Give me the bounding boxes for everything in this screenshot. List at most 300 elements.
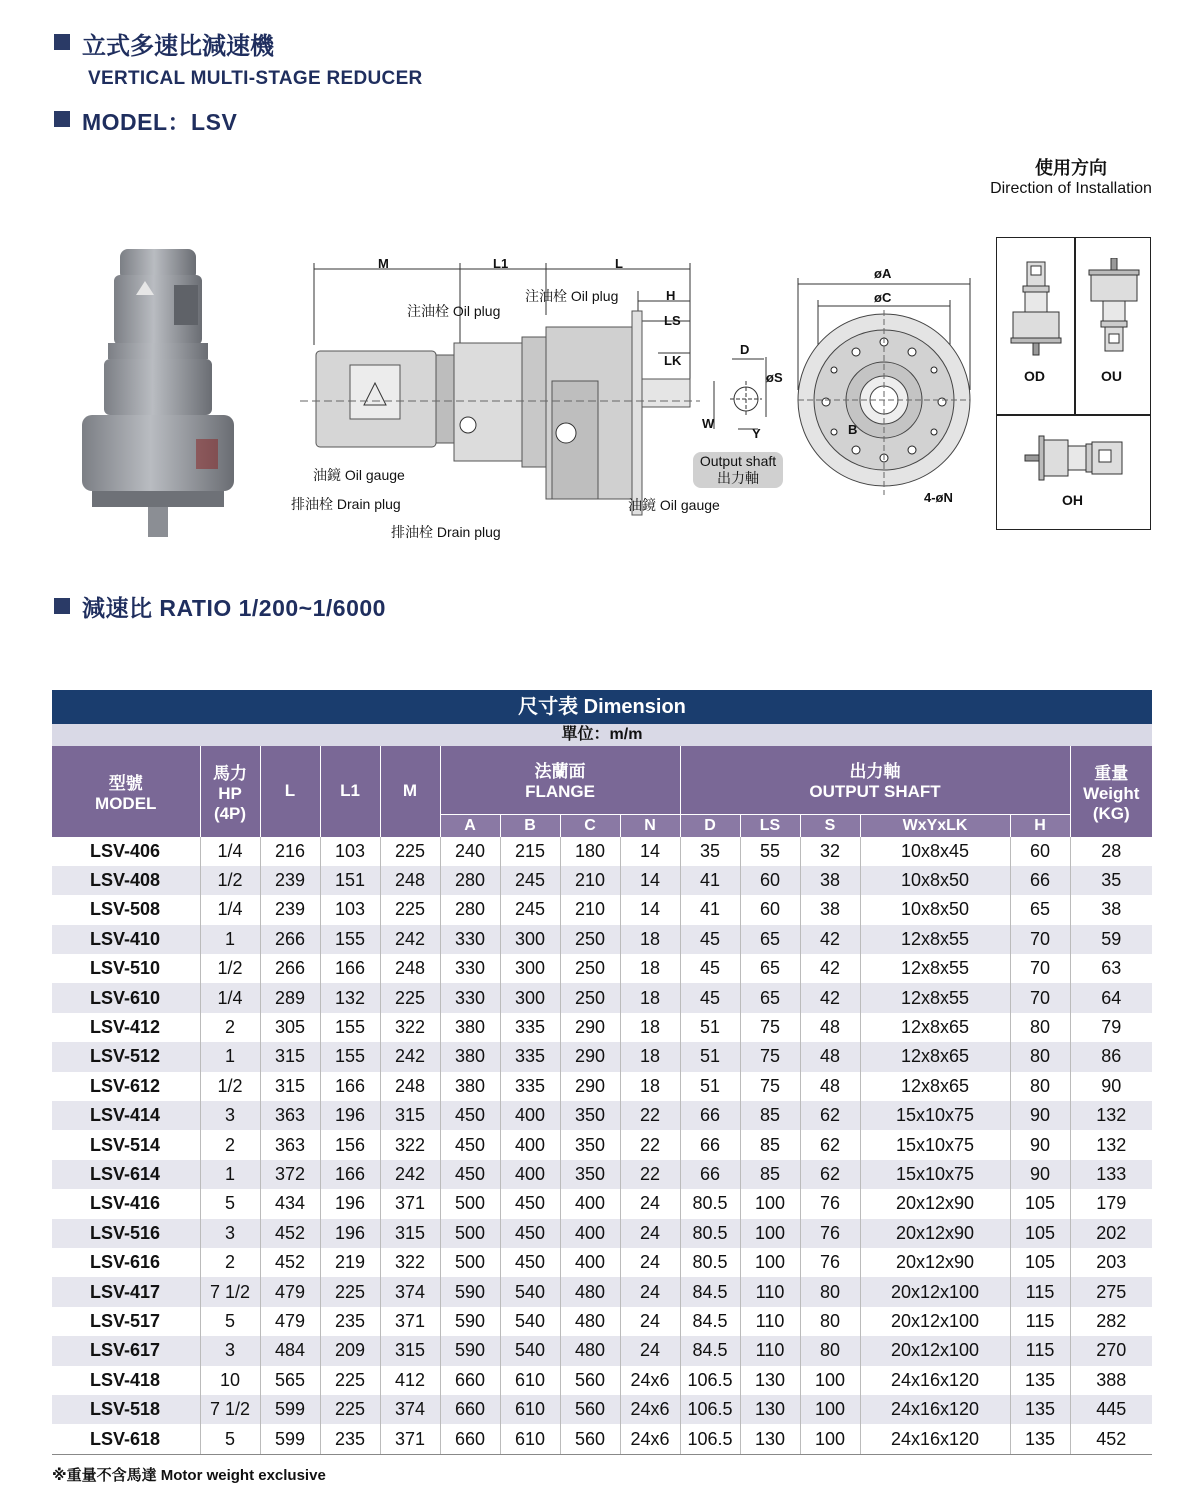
table-cell: 315 xyxy=(380,1219,440,1248)
table-cell: 216 xyxy=(260,837,320,866)
header-hp-4p: (4P) xyxy=(213,803,247,823)
table-cell: 242 xyxy=(380,1160,440,1189)
oil-gauge-label-1: 油鏡 Oil gauge xyxy=(313,467,405,483)
cell-model: LSV-616 xyxy=(90,1252,161,1273)
table-cell: 300 xyxy=(500,925,560,954)
header-WYLK: WxYxLK xyxy=(860,814,1010,837)
table-cell: 70 xyxy=(1010,925,1070,954)
table-cell: 51 xyxy=(680,1072,740,1101)
table-row xyxy=(52,895,1152,924)
table-cell: 166 xyxy=(320,954,380,983)
table-cell: 100 xyxy=(800,1424,860,1454)
table-cell: 282 xyxy=(1070,1307,1152,1336)
table-cell: 110 xyxy=(740,1307,800,1336)
table-cell: 1/2 xyxy=(200,1072,260,1101)
output-shaft-en: Output shaft xyxy=(699,453,777,469)
table-cell: 480 xyxy=(560,1307,620,1336)
table-cell: 130 xyxy=(740,1395,800,1424)
table-cell: 90 xyxy=(1070,1072,1152,1101)
table-cell: 41 xyxy=(680,895,740,924)
table-row xyxy=(52,866,1152,895)
header-shaft-zh: 出力軸 xyxy=(849,762,901,782)
table-cell: 103 xyxy=(320,837,380,866)
table-cell: 315 xyxy=(380,1101,440,1130)
table-cell: 290 xyxy=(560,1013,620,1042)
table-cell: 80.5 xyxy=(680,1219,740,1248)
cell-model: LSV-417 xyxy=(52,1277,200,1306)
table-cell: 599 xyxy=(260,1395,320,1424)
table-cell: 20x12x90 xyxy=(860,1248,1010,1277)
header-LS: LS xyxy=(740,814,800,837)
flange-front-drawing xyxy=(790,270,980,510)
table-cell: 65 xyxy=(740,983,800,1012)
table-cell: 235 xyxy=(320,1307,380,1336)
cell-model: LSV-612 xyxy=(90,1075,161,1096)
table-cell: 363 xyxy=(260,1130,320,1159)
table-cell: 250 xyxy=(560,954,620,983)
table-cell: 84.5 xyxy=(680,1307,740,1336)
table-cell: 155 xyxy=(320,1042,380,1071)
table-cell: 239 xyxy=(260,895,320,924)
table-cell: 248 xyxy=(380,954,440,983)
cell-model: LSV-510 xyxy=(90,958,161,979)
table-cell: 14 xyxy=(620,895,680,924)
table-cell: 20x12x100 xyxy=(860,1336,1010,1365)
table-cell: 219 xyxy=(320,1248,380,1277)
table-cell: 590 xyxy=(440,1336,500,1365)
oh-label: OH xyxy=(1062,492,1083,508)
table-cell: 388 xyxy=(1070,1366,1152,1395)
table-cell: 10 xyxy=(200,1366,260,1395)
table-cell: 350 xyxy=(560,1101,620,1130)
table-cell: 24x6 xyxy=(620,1366,680,1395)
table-cell: 363 xyxy=(260,1101,320,1130)
table-cell: 280 xyxy=(440,895,500,924)
table-cell: 245 xyxy=(500,866,560,895)
table-cell: 80 xyxy=(1010,1072,1070,1101)
table-cell: 135 xyxy=(1010,1395,1070,1424)
table-cell: 135 xyxy=(1010,1424,1070,1454)
table-cell: 350 xyxy=(560,1160,620,1189)
table-row xyxy=(52,1248,1152,1277)
table-cell: 18 xyxy=(620,1013,680,1042)
table-cell: 242 xyxy=(380,1042,440,1071)
table-cell: 225 xyxy=(380,895,440,924)
header-B: B xyxy=(500,814,560,837)
dim-L1: L1 xyxy=(493,256,509,271)
table-cell: 22 xyxy=(620,1160,680,1189)
table-cell: 248 xyxy=(380,1072,440,1101)
table-cell: 330 xyxy=(440,954,500,983)
table-cell: 180 xyxy=(560,837,620,866)
table-cell: 5 xyxy=(200,1307,260,1336)
table-cell: 42 xyxy=(800,954,860,983)
table-cell: 85 xyxy=(740,1101,800,1130)
table-cell: 322 xyxy=(380,1130,440,1159)
table-cell: 80 xyxy=(1010,1013,1070,1042)
table-cell: 24x16x120 xyxy=(860,1424,1010,1454)
table-cell: 100 xyxy=(740,1189,800,1218)
table-cell: 1/2 xyxy=(200,954,260,983)
dim-N: 4-øN xyxy=(924,490,953,505)
table-cell: 315 xyxy=(260,1042,320,1071)
table-cell: 70 xyxy=(1010,983,1070,1012)
table-cell: 215 xyxy=(500,837,560,866)
table-cell: 100 xyxy=(800,1366,860,1395)
table-cell: 64 xyxy=(1070,983,1152,1012)
table-cell: 590 xyxy=(440,1277,500,1306)
table-cell: 12x8x65 xyxy=(860,1013,1010,1042)
dimension-table xyxy=(52,746,1152,1455)
table-cell: 79 xyxy=(1070,1013,1152,1042)
table-cell: 80.5 xyxy=(680,1189,740,1218)
table-row xyxy=(52,1101,1152,1130)
header-C: C xyxy=(560,814,620,837)
ou-mount-icon xyxy=(1085,258,1143,358)
table-cell: 560 xyxy=(560,1424,620,1454)
table-cell: 12x8x55 xyxy=(860,954,1010,983)
dim-Y: Y xyxy=(752,426,761,441)
table-cell: 110 xyxy=(740,1336,800,1365)
table-cell: 240 xyxy=(440,837,500,866)
direction-title: 使用方向 xyxy=(1035,158,1107,178)
oil-gauge-label-2: 油鏡 Oil gauge xyxy=(628,497,720,513)
table-cell: 270 xyxy=(1070,1336,1152,1365)
table-cell: 335 xyxy=(500,1013,560,1042)
table-cell: 18 xyxy=(620,983,680,1012)
table-cell: 65 xyxy=(740,954,800,983)
table-cell: 500 xyxy=(440,1248,500,1277)
table-cell: 135 xyxy=(1010,1366,1070,1395)
table-cell: 480 xyxy=(560,1277,620,1306)
table-cell: 100 xyxy=(740,1219,800,1248)
cell-model: LSV-516 xyxy=(52,1219,200,1248)
table-row xyxy=(52,983,1152,1012)
table-cell: 66 xyxy=(680,1101,740,1130)
table-cell: 450 xyxy=(440,1130,500,1159)
table-cell: 60 xyxy=(1010,837,1070,866)
header-M: M xyxy=(380,746,440,837)
table-cell: 3 xyxy=(200,1101,260,1130)
table-cell: 18 xyxy=(620,1072,680,1101)
table-cell: 400 xyxy=(500,1130,560,1159)
table-cell: 266 xyxy=(260,954,320,983)
dim-W: W xyxy=(702,416,715,431)
table-cell: 45 xyxy=(680,983,740,1012)
title-bullet xyxy=(54,34,70,50)
table-cell: 500 xyxy=(440,1189,500,1218)
cell-model: LSV-518 xyxy=(52,1395,200,1424)
table-cell: 289 xyxy=(260,983,320,1012)
table-cell: 179 xyxy=(1070,1189,1152,1218)
table-cell: 76 xyxy=(800,1219,860,1248)
table-cell: 24x16x120 xyxy=(860,1395,1010,1424)
header-model-zh: 型號 xyxy=(108,773,143,793)
table-cell: 22 xyxy=(620,1130,680,1159)
table-cell: 132 xyxy=(1070,1130,1152,1159)
table-cell: 300 xyxy=(500,983,560,1012)
table-cell: 155 xyxy=(320,925,380,954)
header-S: S xyxy=(800,814,860,837)
header-flange-en: FLANGE xyxy=(525,782,595,802)
table-cell: 90 xyxy=(1010,1130,1070,1159)
table-cell: 41 xyxy=(680,866,740,895)
table-cell: 85 xyxy=(740,1130,800,1159)
table-cell: 103 xyxy=(320,895,380,924)
table-cell: 590 xyxy=(440,1307,500,1336)
table-cell: 452 xyxy=(260,1219,320,1248)
table-cell: 70 xyxy=(1010,954,1070,983)
table-cell: 245 xyxy=(500,895,560,924)
output-shaft-zh: 出力軸 xyxy=(717,470,759,486)
table-cell: 335 xyxy=(500,1042,560,1071)
table-cell: 115 xyxy=(1010,1307,1070,1336)
table-cell: 290 xyxy=(560,1072,620,1101)
table-cell: 480 xyxy=(560,1336,620,1365)
table-cell: 35 xyxy=(680,837,740,866)
table-cell: 540 xyxy=(500,1277,560,1306)
cell-model: LSV-514 xyxy=(90,1134,161,1155)
od-label: OD xyxy=(1024,368,1045,384)
table-cell: 225 xyxy=(320,1277,380,1306)
table-cell: 38 xyxy=(800,866,860,895)
table-cell: 24x16x120 xyxy=(860,1366,1010,1395)
table-banner: 尺寸表 Dimension xyxy=(52,690,1152,724)
table-row xyxy=(52,1336,1152,1365)
table-cell: 18 xyxy=(620,925,680,954)
output-shaft-callout xyxy=(693,452,783,488)
table-cell: 452 xyxy=(260,1248,320,1277)
table-cell: 322 xyxy=(380,1013,440,1042)
table-cell: 275 xyxy=(1070,1277,1152,1306)
table-cell: 48 xyxy=(800,1013,860,1042)
dim-C: øC xyxy=(874,290,892,305)
table-cell: 62 xyxy=(800,1130,860,1159)
table-cell: 20x12x90 xyxy=(860,1189,1010,1218)
table-cell: 210 xyxy=(560,895,620,924)
table-cell: 28 xyxy=(1070,837,1152,866)
installation-box xyxy=(996,237,1151,530)
oil-plug-label-2: 注油栓 Oil plug xyxy=(525,288,619,304)
table-cell: 540 xyxy=(500,1307,560,1336)
cell-model: LSV-508 xyxy=(90,899,161,920)
table-cell: 100 xyxy=(800,1395,860,1424)
table-cell: 90 xyxy=(1010,1160,1070,1189)
table-cell: 10x8x45 xyxy=(860,837,1010,866)
header-hp-zh: 馬力 xyxy=(213,763,247,783)
table-cell: 66 xyxy=(1010,866,1070,895)
table-cell: 24 xyxy=(620,1336,680,1365)
table-cell: 35 xyxy=(1070,866,1152,895)
table-cell: 86 xyxy=(1070,1042,1152,1071)
table-cell: 24x6 xyxy=(620,1395,680,1424)
table-cell: 196 xyxy=(320,1101,380,1130)
table-cell: 32 xyxy=(800,837,860,866)
table-cell: 24 xyxy=(620,1219,680,1248)
table-row xyxy=(52,1130,1152,1159)
table-cell: 106.5 xyxy=(680,1424,740,1454)
table-cell: 130 xyxy=(740,1366,800,1395)
table-cell: 15x10x75 xyxy=(860,1101,1010,1130)
cell-model: LSV-412 xyxy=(90,1017,161,1038)
table-cell: 266 xyxy=(260,925,320,954)
table-cell: 155 xyxy=(320,1013,380,1042)
table-cell: 196 xyxy=(320,1219,380,1248)
page-subtitle: VERTICAL MULTI-STAGE REDUCER xyxy=(88,68,423,89)
table-cell: 225 xyxy=(320,1395,380,1424)
table-cell: 374 xyxy=(380,1277,440,1306)
drain-plug-label-1: 排油栓 Drain plug xyxy=(291,496,401,512)
table-cell: 540 xyxy=(500,1336,560,1365)
table-cell: 65 xyxy=(740,925,800,954)
oh-mount-icon xyxy=(1023,432,1127,484)
table-cell: 20x12x100 xyxy=(860,1307,1010,1336)
header-output-shaft xyxy=(680,746,1070,814)
table-cell: 484 xyxy=(260,1336,320,1365)
table-cell: 5 xyxy=(200,1189,260,1218)
table-cell: 1/2 xyxy=(200,866,260,895)
header-L: L xyxy=(260,746,320,837)
table-cell: 105 xyxy=(1010,1219,1070,1248)
oil-plug-label-1: 注油栓 Oil plug xyxy=(407,303,501,319)
table-cell: 445 xyxy=(1070,1395,1152,1424)
dim-D: D xyxy=(740,342,750,357)
header-hp-en: HP xyxy=(218,783,242,803)
table-cell: 45 xyxy=(680,954,740,983)
table-cell: 2 xyxy=(200,1130,260,1159)
footnote: ※重量不含馬達 Motor weight exclusive xyxy=(52,1467,326,1484)
table-cell: 76 xyxy=(800,1248,860,1277)
dim-L: L xyxy=(615,256,623,271)
table-cell: 242 xyxy=(380,925,440,954)
dim-M: M xyxy=(378,256,389,271)
table-cell: 479 xyxy=(260,1277,320,1306)
table-cell: 500 xyxy=(440,1219,500,1248)
table-cell: 450 xyxy=(440,1101,500,1130)
table-cell: 660 xyxy=(440,1424,500,1454)
table-cell: 452 xyxy=(1070,1424,1152,1454)
table-row xyxy=(52,1307,1152,1336)
table-cell: 20x12x100 xyxy=(860,1277,1010,1306)
table-cell: 15x10x75 xyxy=(860,1130,1010,1159)
cell-model: LSV-614 xyxy=(52,1160,200,1189)
table-cell: 38 xyxy=(1070,895,1152,924)
table-cell: 371 xyxy=(380,1189,440,1218)
dim-H: H xyxy=(666,288,676,303)
table-cell: 7 1/2 xyxy=(200,1277,260,1306)
table-cell: 80 xyxy=(800,1336,860,1365)
dim-S: øS xyxy=(766,370,783,385)
cell-model: LSV-408 xyxy=(52,866,200,895)
table-cell: 380 xyxy=(440,1072,500,1101)
ratio-bullet xyxy=(54,598,70,614)
table-cell: 12x8x55 xyxy=(860,983,1010,1012)
table-cell: 400 xyxy=(560,1219,620,1248)
table-cell: 2 xyxy=(200,1248,260,1277)
table-cell: 133 xyxy=(1070,1160,1152,1189)
table-cell: 12x8x65 xyxy=(860,1042,1010,1071)
cell-model: LSV-617 xyxy=(52,1336,200,1365)
table-cell: 105 xyxy=(1010,1248,1070,1277)
table-cell: 80 xyxy=(800,1307,860,1336)
ratio-heading: 減速比 RATIO 1/200~1/6000 xyxy=(82,595,386,621)
table-cell: 10x8x50 xyxy=(860,866,1010,895)
table-row xyxy=(52,1072,1152,1101)
cell-model: LSV-414 xyxy=(52,1101,200,1130)
installation-divider-h xyxy=(997,414,1150,416)
table-cell: 63 xyxy=(1070,954,1152,983)
table-cell: 75 xyxy=(740,1072,800,1101)
table-cell: 105 xyxy=(1010,1189,1070,1218)
table-cell: 434 xyxy=(260,1189,320,1218)
table-cell: 24 xyxy=(620,1277,680,1306)
table-cell: 24 xyxy=(620,1248,680,1277)
table-cell: 330 xyxy=(440,925,500,954)
table-cell: 225 xyxy=(380,983,440,1012)
table-cell: 76 xyxy=(800,1189,860,1218)
table-cell: 38 xyxy=(800,895,860,924)
table-cell: 130 xyxy=(740,1424,800,1454)
model-heading: MODEL：LSV xyxy=(82,109,238,135)
table-cell: 59 xyxy=(1070,925,1152,954)
table-cell: 315 xyxy=(260,1072,320,1101)
cell-model: LSV-618 xyxy=(52,1424,200,1454)
table-cell: 335 xyxy=(500,1072,560,1101)
table-cell: 22 xyxy=(620,1101,680,1130)
table-cell: 322 xyxy=(380,1248,440,1277)
table-cell: 290 xyxy=(560,1042,620,1071)
table-cell: 80 xyxy=(1010,1042,1070,1071)
table-cell: 60 xyxy=(740,895,800,924)
page-title: 立式多速比減速機 xyxy=(82,33,274,60)
table-cell: 166 xyxy=(320,1160,380,1189)
table-cell: 90 xyxy=(1010,1101,1070,1130)
cell-model: LSV-406 xyxy=(90,840,161,861)
table-cell: 450 xyxy=(500,1189,560,1218)
direction-subtitle: Direction of Installation xyxy=(990,180,1152,197)
table-cell: 560 xyxy=(560,1395,620,1424)
table-cell: 55 xyxy=(740,837,800,866)
table-cell: 374 xyxy=(380,1395,440,1424)
table-cell: 400 xyxy=(500,1160,560,1189)
table-cell: 48 xyxy=(800,1072,860,1101)
table-cell: 10x8x50 xyxy=(860,895,1010,924)
table-cell: 48 xyxy=(800,1042,860,1071)
cell-model: LSV-416 xyxy=(90,1193,161,1214)
table-cell: 65 xyxy=(1010,895,1070,924)
table-cell: 24 xyxy=(620,1189,680,1218)
table-cell: 250 xyxy=(560,925,620,954)
table-row xyxy=(52,1424,1152,1454)
table-cell: 100 xyxy=(740,1248,800,1277)
cell-model: LSV-610 xyxy=(52,983,200,1012)
table-cell: 210 xyxy=(560,866,620,895)
header-flange xyxy=(440,746,680,814)
table-cell: 209 xyxy=(320,1336,380,1365)
table-cell: 3 xyxy=(200,1219,260,1248)
table-cell: 315 xyxy=(380,1336,440,1365)
table-row xyxy=(52,1219,1152,1248)
table-unit: 單位：m/m xyxy=(52,724,1152,746)
header-shaft-en: OUTPUT SHAFT xyxy=(809,782,941,802)
table-cell: 372 xyxy=(260,1160,320,1189)
dim-LK: LK xyxy=(664,353,682,368)
table-cell: 66 xyxy=(680,1130,740,1159)
table-cell: 599 xyxy=(260,1424,320,1454)
table-cell: 371 xyxy=(380,1307,440,1336)
table-cell: 132 xyxy=(320,983,380,1012)
table-cell: 202 xyxy=(1070,1219,1152,1248)
